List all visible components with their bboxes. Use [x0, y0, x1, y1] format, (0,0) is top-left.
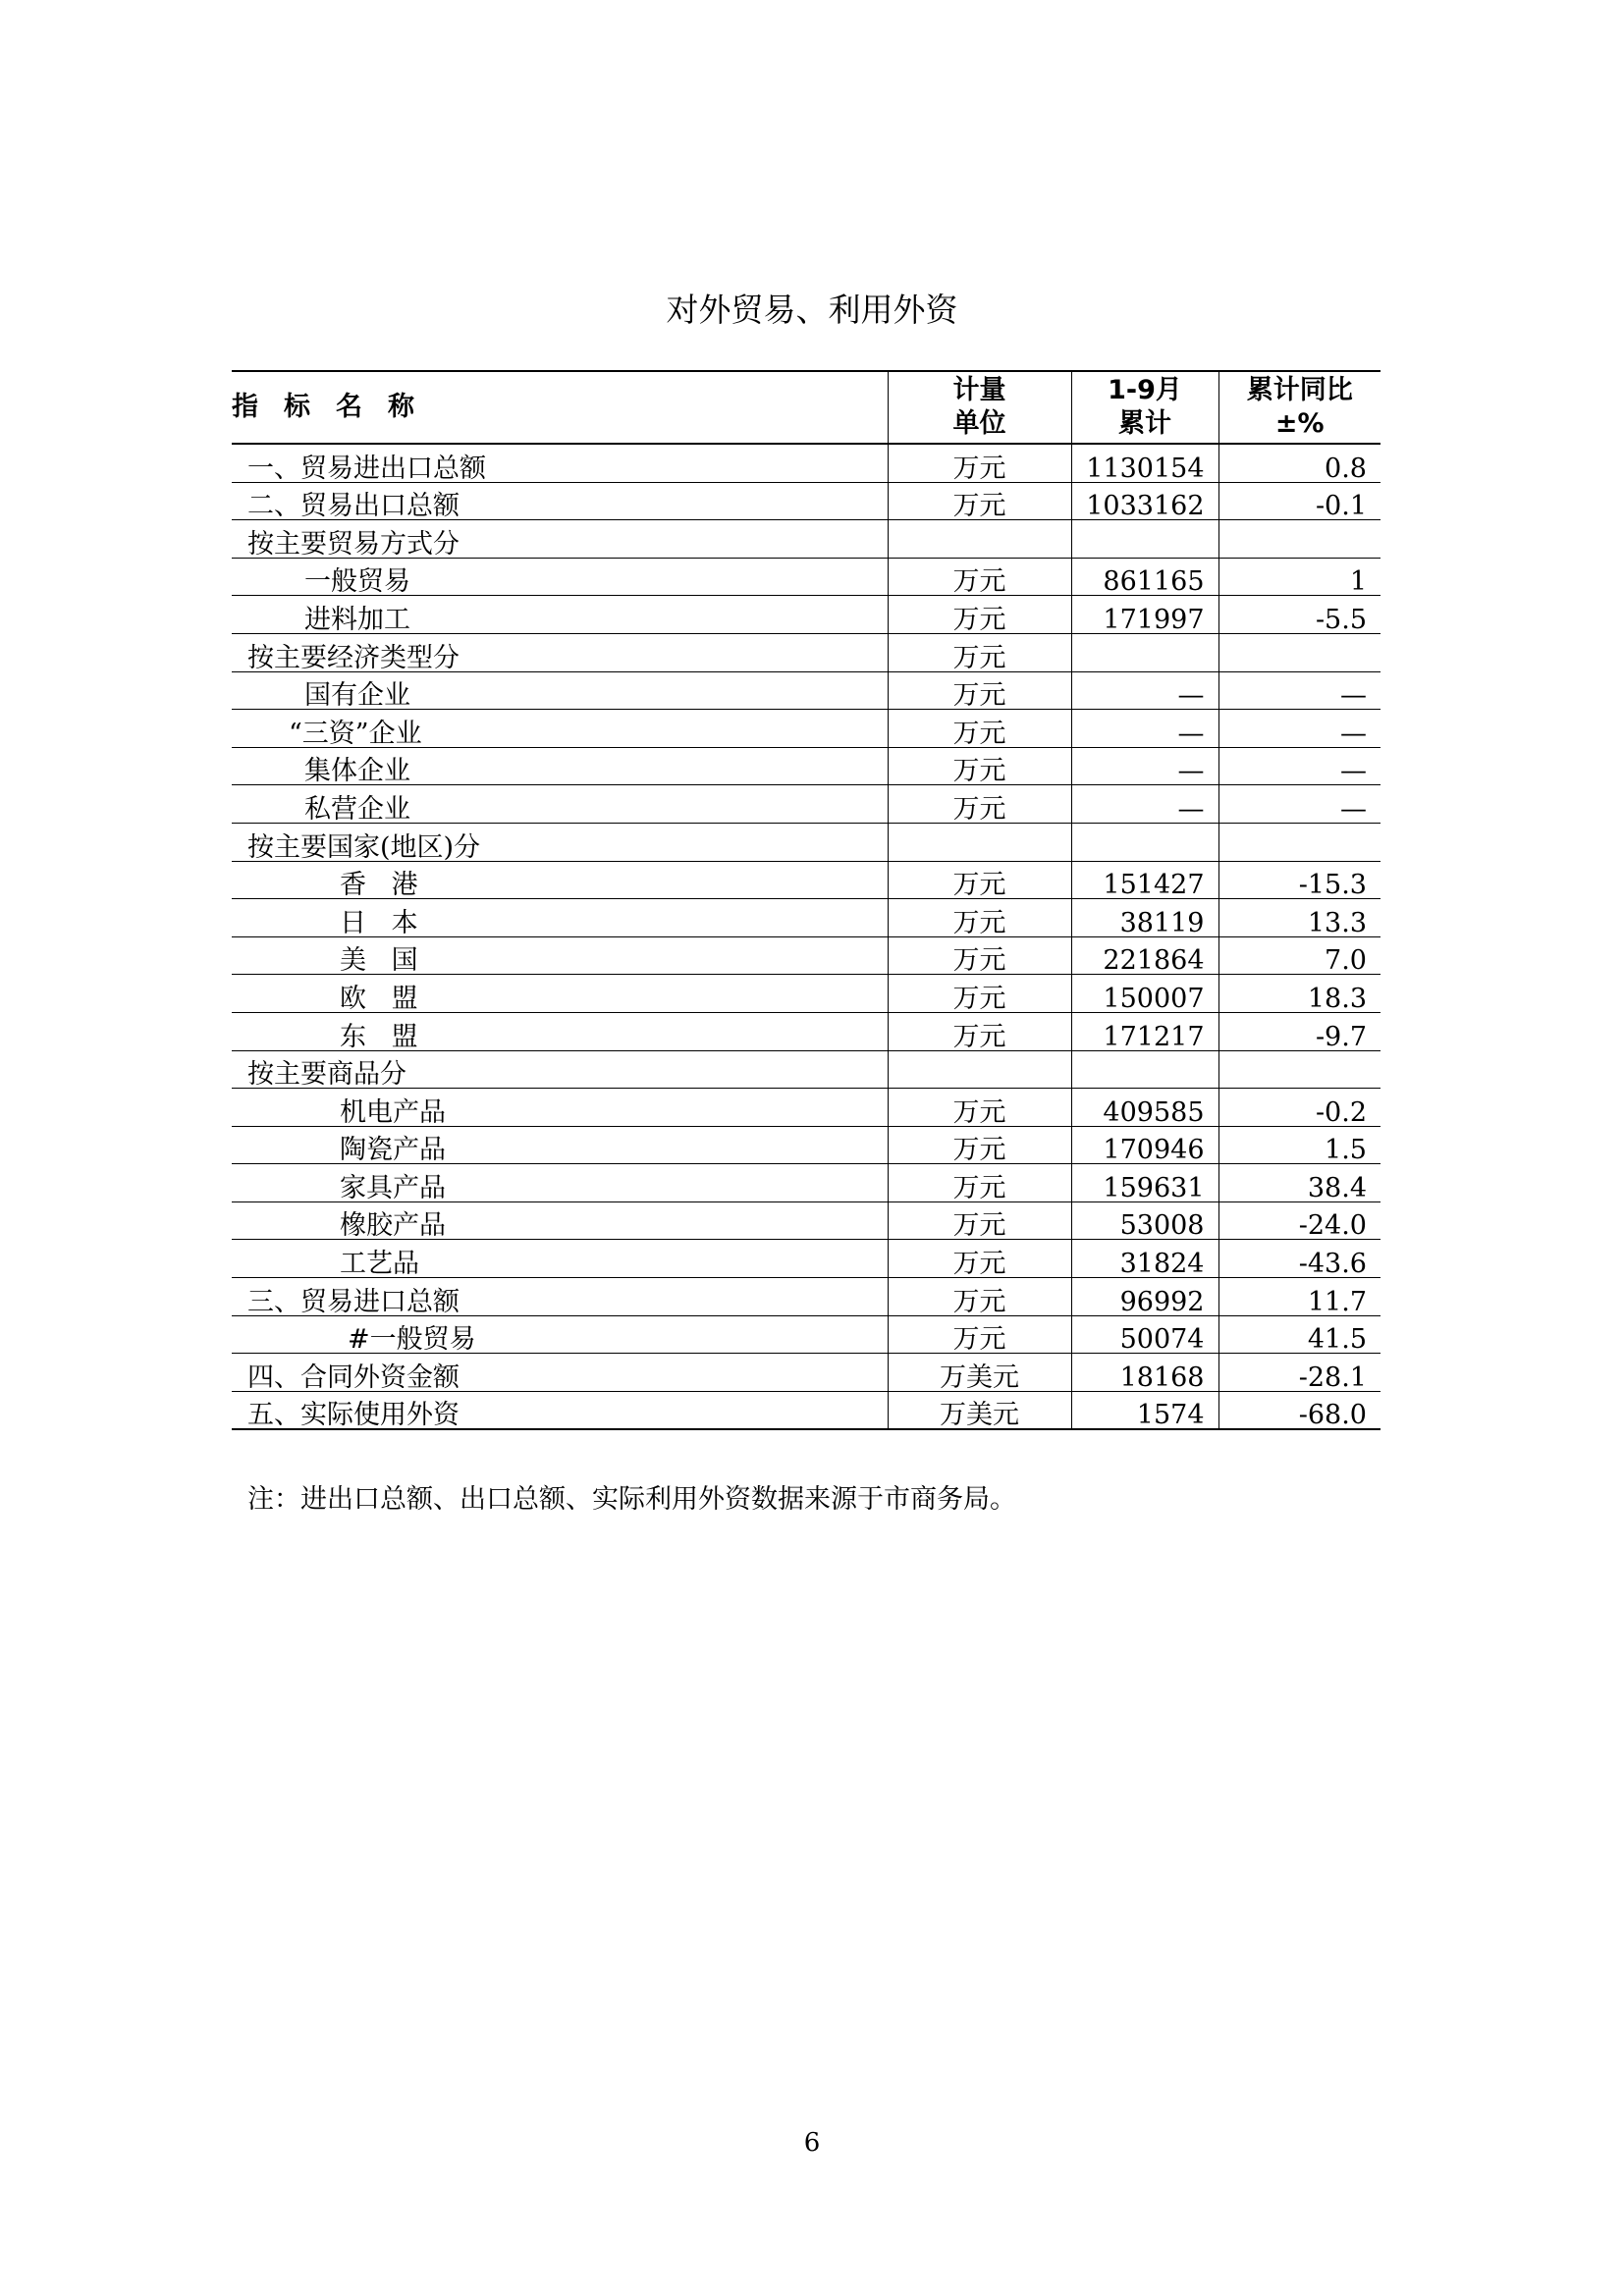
row-name: 日本 [232, 899, 888, 937]
table-row [232, 1278, 1380, 1316]
row-change: -28.1 [1218, 1354, 1380, 1392]
row-value: 1033162 [1071, 482, 1218, 520]
table-row [232, 558, 1380, 596]
row-name: 按主要贸易方式分 [232, 520, 888, 559]
row-unit: 万元 [888, 1164, 1071, 1202]
row-change: 1 [1218, 558, 1380, 596]
header-period-line1: 1-9月 [1108, 375, 1182, 405]
row-name: 按主要经济类型分 [232, 633, 888, 671]
table-row [232, 823, 1380, 861]
table-row [232, 710, 1380, 748]
row-value: 150007 [1071, 975, 1218, 1013]
row-unit [888, 520, 1071, 559]
row-value: — [1071, 710, 1218, 748]
header-change [1218, 371, 1380, 444]
row-name: 美国 [232, 936, 888, 975]
row-value: 221864 [1071, 936, 1218, 975]
row-change: -68.0 [1218, 1391, 1380, 1429]
row-name: 私营企业 [232, 785, 888, 824]
row-value: — [1071, 785, 1218, 824]
header-indicator-name: 指标名称 [232, 392, 440, 422]
row-unit: 万元 [888, 1315, 1071, 1354]
row-value: 171997 [1071, 596, 1218, 634]
row-change: — [1218, 785, 1380, 824]
row-change: — [1218, 747, 1380, 785]
row-unit: 万元 [888, 1012, 1071, 1050]
row-name: 陶瓷产品 [232, 1126, 888, 1164]
table-row [232, 861, 1380, 899]
table-row [232, 633, 1380, 671]
row-unit: 万元 [888, 1201, 1071, 1240]
row-name: 按主要国家(地区)分 [232, 823, 888, 861]
header-change-line2: ±% [1274, 408, 1325, 439]
row-value: 1130154 [1071, 444, 1218, 482]
row-unit: 万元 [888, 747, 1071, 785]
row-unit: 万元 [888, 899, 1071, 937]
table-row [232, 520, 1380, 559]
row-value: 151427 [1071, 861, 1218, 899]
row-change [1218, 633, 1380, 671]
row-value: 170946 [1071, 1126, 1218, 1164]
row-unit: 万元 [888, 596, 1071, 634]
row-unit: 万元 [888, 710, 1071, 748]
table-row [232, 936, 1380, 975]
row-value: 409585 [1071, 1089, 1218, 1127]
trade-statistics-table [232, 370, 1380, 1430]
row-value: 171217 [1071, 1012, 1218, 1050]
table-row [232, 482, 1380, 520]
row-name: 进料加工 [232, 596, 888, 634]
row-change: 13.3 [1218, 899, 1380, 937]
row-value: 1574 [1071, 1391, 1218, 1429]
row-change: 41.5 [1218, 1315, 1380, 1354]
row-value: 50074 [1071, 1315, 1218, 1354]
table-row [232, 1391, 1380, 1429]
row-value: 31824 [1071, 1240, 1218, 1278]
row-value: 38119 [1071, 899, 1218, 937]
table-row [232, 1089, 1380, 1127]
data-source-note: 注：进出口总额、出口总额、实际利用外资数据来源于市商务局。 [247, 1484, 1016, 1515]
row-change: -9.7 [1218, 1012, 1380, 1050]
header-unit [888, 371, 1071, 444]
table-row [232, 899, 1380, 937]
row-unit: 万元 [888, 785, 1071, 824]
row-name: 三、贸易进口总额 [232, 1278, 888, 1316]
table-row [232, 1050, 1380, 1089]
table-row [232, 1315, 1380, 1354]
header-change-line1: 累计同比 [1246, 375, 1353, 405]
row-name: 集体企业 [232, 747, 888, 785]
row-name: 橡胶产品 [232, 1201, 888, 1240]
row-unit: 万元 [888, 482, 1071, 520]
row-name: #一般贸易 [232, 1315, 888, 1354]
row-name: 一般贸易 [232, 558, 888, 596]
row-value [1071, 823, 1218, 861]
row-name: 工艺品 [232, 1240, 888, 1278]
row-value: — [1071, 747, 1218, 785]
table-row [232, 1012, 1380, 1050]
row-change: -15.3 [1218, 861, 1380, 899]
row-name: 按主要商品分 [232, 1050, 888, 1089]
row-change: 11.7 [1218, 1278, 1380, 1316]
table-header-row [232, 371, 1380, 444]
header-unit-line2: 单位 [952, 408, 1006, 439]
table-row [232, 975, 1380, 1013]
row-change: -0.1 [1218, 482, 1380, 520]
table-row [232, 1354, 1380, 1392]
row-unit: 万元 [888, 975, 1071, 1013]
table-row [232, 1164, 1380, 1202]
row-change: -5.5 [1218, 596, 1380, 634]
row-change: 1.5 [1218, 1126, 1380, 1164]
row-name: 欧盟 [232, 975, 888, 1013]
row-value: 18168 [1071, 1354, 1218, 1392]
table-row [232, 785, 1380, 824]
table-row [232, 747, 1380, 785]
table-row [232, 1201, 1380, 1240]
row-change [1218, 520, 1380, 559]
row-name: 五、实际使用外资 [232, 1391, 888, 1429]
table-row [232, 444, 1380, 482]
row-value: 861165 [1071, 558, 1218, 596]
row-value: — [1071, 671, 1218, 710]
row-name: “三资”企业 [232, 710, 888, 748]
row-change: — [1218, 710, 1380, 748]
row-unit: 万美元 [888, 1354, 1071, 1392]
row-value: 53008 [1071, 1201, 1218, 1240]
row-unit: 万元 [888, 1126, 1071, 1164]
row-change: -0.2 [1218, 1089, 1380, 1127]
row-name: 国有企业 [232, 671, 888, 710]
row-value: 96992 [1071, 1278, 1218, 1316]
row-unit: 万元 [888, 633, 1071, 671]
header-period-line2: 累计 [1118, 408, 1171, 439]
row-change: — [1218, 671, 1380, 710]
row-change [1218, 823, 1380, 861]
header-period [1071, 371, 1218, 444]
row-change: 38.4 [1218, 1164, 1380, 1202]
row-value [1071, 520, 1218, 559]
row-value [1071, 1050, 1218, 1089]
row-name: 四、合同外资金额 [232, 1354, 888, 1392]
page-number: 6 [803, 2128, 821, 2158]
row-name: 一、贸易进出口总额 [232, 444, 888, 482]
row-name: 东盟 [232, 1012, 888, 1050]
row-name: 二、贸易出口总额 [232, 482, 888, 520]
table-row [232, 1126, 1380, 1164]
row-name: 机电产品 [232, 1089, 888, 1127]
row-change: 7.0 [1218, 936, 1380, 975]
row-value [1071, 633, 1218, 671]
row-unit: 万元 [888, 671, 1071, 710]
page-title: 对外贸易、利用外资 [666, 291, 958, 329]
table-row [232, 1240, 1380, 1278]
row-unit: 万元 [888, 861, 1071, 899]
table-row [232, 671, 1380, 710]
row-unit: 万元 [888, 558, 1071, 596]
row-unit: 万元 [888, 936, 1071, 975]
row-unit: 万美元 [888, 1391, 1071, 1429]
row-unit: 万元 [888, 444, 1071, 482]
row-unit: 万元 [888, 1278, 1071, 1316]
table-row [232, 596, 1380, 634]
row-unit: 万元 [888, 1089, 1071, 1127]
row-change: 0.8 [1218, 444, 1380, 482]
row-unit [888, 823, 1071, 861]
row-unit: 万元 [888, 1240, 1071, 1278]
header-unit-line1: 计量 [952, 375, 1006, 405]
row-change: 18.3 [1218, 975, 1380, 1013]
row-value: 159631 [1071, 1164, 1218, 1202]
row-change: -24.0 [1218, 1201, 1380, 1240]
row-change: -43.6 [1218, 1240, 1380, 1278]
row-change [1218, 1050, 1380, 1089]
row-name: 香港 [232, 861, 888, 899]
row-name: 家具产品 [232, 1164, 888, 1202]
row-unit [888, 1050, 1071, 1089]
